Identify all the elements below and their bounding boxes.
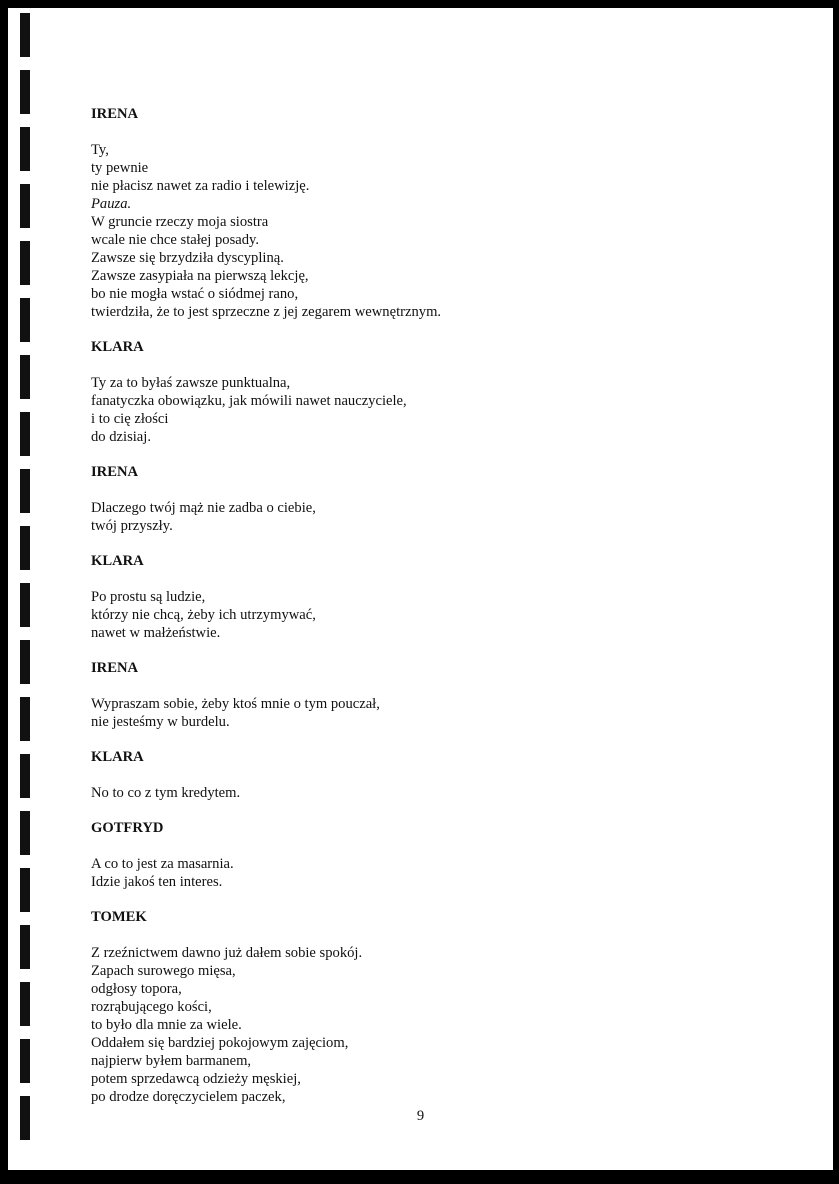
speaker-name: TOMEK — [91, 909, 147, 925]
dialogue-line: rozrąbującego kości, — [91, 999, 212, 1015]
document-page — [8, 8, 833, 1170]
speaker-name: IRENA — [91, 106, 139, 122]
binding-hole — [20, 640, 30, 684]
dialogue-line: najpierw byłem barmanem, — [91, 1053, 252, 1069]
speaker-name: GOTFRYD — [91, 820, 164, 836]
dialogue-line: Po prostu są ludzie, — [91, 589, 206, 605]
binding-hole — [20, 70, 30, 114]
dialogue-line: którzy nie chcą, żeby ich utrzymywać, — [91, 607, 316, 623]
speaker-name: KLARA — [91, 749, 144, 765]
dialogue-line: to było dla mnie za wiele. — [91, 1017, 242, 1033]
binding-hole — [20, 526, 30, 570]
dialogue-line: Z rzeźnictwem dawno już dałem sobie spokój. — [91, 945, 363, 961]
binding-hole — [20, 811, 30, 855]
dialogue-line: po drodze doręczycielem paczek, — [91, 1089, 286, 1105]
dialogue-line: A co to jest za masarnia. — [91, 856, 234, 872]
dialogue-line: fanatyczka obowiązku, jak mówili nawet nauczyciele, — [91, 393, 407, 409]
stage-direction: Pauza. — [91, 196, 132, 212]
binding-hole — [20, 982, 30, 1026]
binding-hole — [20, 925, 30, 969]
binding-hole — [20, 241, 30, 285]
binding-hole — [20, 469, 30, 513]
page-number: 9 — [416, 1108, 425, 1124]
dialogue-line: odgłosy topora, — [91, 981, 182, 997]
dialogue-line: do dzisiaj. — [91, 429, 151, 445]
dialogue-line: W gruncie rzeczy moja siostra — [91, 214, 269, 230]
dialogue-line: bo nie mogła wstać o siódmej rano, — [91, 286, 299, 302]
dialogue-line: i to cię złości — [91, 411, 169, 427]
binding-hole — [20, 697, 30, 741]
dialogue-line: wcale nie chce stałej posady. — [91, 232, 260, 248]
binding-hole — [20, 127, 30, 171]
binding-hole — [20, 754, 30, 798]
speaker-name: KLARA — [91, 339, 144, 355]
dialogue-line: twój przyszły. — [91, 518, 173, 534]
dialogue-line: Ty, — [91, 142, 109, 158]
binding-hole — [20, 1039, 30, 1083]
dialogue-line: No to co z tym kredytem. — [91, 785, 241, 801]
binding-hole — [20, 184, 30, 228]
dialogue-line: nie płacisz nawet za radio i telewizję. — [91, 178, 310, 194]
binding-hole — [20, 355, 30, 399]
script-text — [91, 105, 791, 1106]
dialogue-line: nie jesteśmy w burdelu. — [91, 714, 230, 730]
speaker-name: KLARA — [91, 553, 144, 569]
binding-hole — [20, 412, 30, 456]
dialogue-line: twierdziła, że to jest sprzeczne z jej zegarem wewnętrznym. — [91, 304, 442, 320]
dialogue-line: Idzie jakoś ten interes. — [91, 874, 223, 890]
binding-hole — [20, 868, 30, 912]
dialogue-line: Zawsze zasypiała na pierwszą lekcję, — [91, 268, 309, 284]
dialogue-line: Oddałem się bardziej pokojowym zajęciom, — [91, 1035, 349, 1051]
dialogue-line: Zapach surowego mięsa, — [91, 963, 236, 979]
dialogue-line: Zawsze się brzydziła dyscypliną. — [91, 250, 284, 266]
speaker-name: IRENA — [91, 660, 139, 676]
dialogue-line: Wypraszam sobie, żeby ktoś mnie o tym pouczał, — [91, 696, 380, 712]
speaker-name: IRENA — [91, 464, 139, 480]
binding-hole — [20, 13, 30, 57]
binding-holes — [20, 8, 32, 1170]
dialogue-line: Dlaczego twój mąż nie zadba o ciebie, — [91, 500, 316, 516]
dialogue-line: Ty za to byłaś zawsze punktualna, — [91, 375, 291, 391]
binding-hole — [20, 298, 30, 342]
dialogue-line: ty pewnie — [91, 160, 149, 176]
dialogue-line: potem sprzedawcą odzieży męskiej, — [91, 1071, 301, 1087]
binding-hole — [20, 583, 30, 627]
dialogue-line: nawet w małżeństwie. — [91, 625, 221, 641]
